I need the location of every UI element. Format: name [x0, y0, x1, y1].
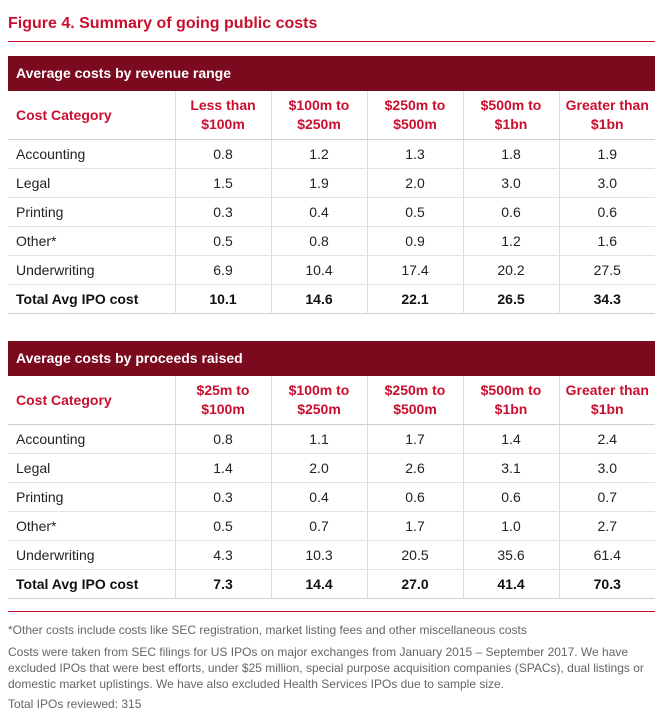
table-cell: 1.4: [463, 425, 559, 454]
section-title: Average costs by proceeds raised: [8, 341, 655, 376]
table-cell: 0.3: [175, 198, 271, 227]
row-label: Total Avg IPO cost: [8, 570, 175, 599]
table-cell: 3.1: [463, 454, 559, 483]
table-cell: 0.5: [175, 512, 271, 541]
column-header: Less than $100m: [175, 91, 271, 140]
total-row: [8, 285, 655, 314]
table-cell: 0.5: [175, 227, 271, 256]
table-cell: 0.9: [367, 227, 463, 256]
total-row: [8, 570, 655, 599]
table-cell: 0.8: [271, 227, 367, 256]
table-row: [8, 541, 655, 570]
table-cell: 41.4: [463, 570, 559, 599]
table-cell: 10.1: [175, 285, 271, 314]
table-cell: 0.3: [175, 483, 271, 512]
table-cell: 0.5: [367, 198, 463, 227]
table-cell: 1.6: [559, 227, 655, 256]
table-cell: 1.2: [463, 227, 559, 256]
row-label: Accounting: [8, 425, 175, 454]
row-label: Total Avg IPO cost: [8, 285, 175, 314]
other-costs-footnote: *Other costs include costs like SEC registration, market listing fees and other miscellaneous costs: [8, 623, 527, 637]
table-cell: 1.9: [271, 169, 367, 198]
table-cell: 0.7: [271, 512, 367, 541]
table-cell: 10.3: [271, 541, 367, 570]
table-cell: 3.0: [559, 454, 655, 483]
table-cell: 27.0: [367, 570, 463, 599]
column-header: $100m to $250m: [271, 91, 367, 140]
section-title: Average costs by revenue range: [8, 56, 655, 91]
column-header: Greater than $1bn: [559, 376, 655, 425]
table-cell: 1.2: [271, 140, 367, 169]
table-cell: 1.5: [175, 169, 271, 198]
table-cell: 4.3: [175, 541, 271, 570]
row-label: Printing: [8, 483, 175, 512]
row-label: Other*: [8, 512, 175, 541]
table-cell: 0.6: [463, 198, 559, 227]
table-row: [8, 483, 655, 512]
table-cell: 0.8: [175, 140, 271, 169]
table-cell: 1.7: [367, 425, 463, 454]
table-cell: 1.3: [367, 140, 463, 169]
table-cell: 1.0: [463, 512, 559, 541]
row-label: Legal: [8, 454, 175, 483]
table-row: [8, 425, 655, 454]
table-cell: 2.4: [559, 425, 655, 454]
revenue-range-section: [8, 56, 655, 314]
row-label: Underwriting: [8, 256, 175, 285]
table-cell: 2.7: [559, 512, 655, 541]
table-cell: 2.0: [367, 169, 463, 198]
column-header: $100m to $250m: [271, 376, 367, 425]
total-reviewed-note: Total IPOs reviewed: 315: [8, 697, 142, 711]
table-cell: 0.6: [559, 198, 655, 227]
table-cell: 2.0: [271, 454, 367, 483]
table-cell: 70.3: [559, 570, 655, 599]
table-cell: 61.4: [559, 541, 655, 570]
table-cell: 17.4: [367, 256, 463, 285]
proceeds-raised-section: [8, 341, 655, 599]
row-label: Other*: [8, 227, 175, 256]
column-header: $25m to $100m: [175, 376, 271, 425]
table-cell: 20.2: [463, 256, 559, 285]
table-cell: 0.4: [271, 483, 367, 512]
table-cell: 7.3: [175, 570, 271, 599]
column-header: $500m to $1bn: [463, 91, 559, 140]
revenue-range-table: [8, 91, 655, 314]
table-header-row: [8, 91, 655, 140]
table-header-row: [8, 376, 655, 425]
table-row: [8, 169, 655, 198]
table-cell: 35.6: [463, 541, 559, 570]
table-cell: 14.4: [271, 570, 367, 599]
table-row: [8, 198, 655, 227]
table-cell: 10.4: [271, 256, 367, 285]
footnote-divider: [8, 611, 655, 612]
column-header: Cost Category: [8, 91, 175, 140]
table-cell: 0.8: [175, 425, 271, 454]
column-header: Greater than $1bn: [559, 91, 655, 140]
row-label: Printing: [8, 198, 175, 227]
table-cell: 1.8: [463, 140, 559, 169]
figure-title: Figure 4. Summary of going public costs: [8, 15, 318, 32]
table-cell: 1.1: [271, 425, 367, 454]
table-cell: 0.4: [271, 198, 367, 227]
table-cell: 1.7: [367, 512, 463, 541]
table-cell: 26.5: [463, 285, 559, 314]
table-row: [8, 454, 655, 483]
table-cell: 1.9: [559, 140, 655, 169]
table-row: [8, 140, 655, 169]
table-cell: 0.6: [367, 483, 463, 512]
table-cell: 3.0: [559, 169, 655, 198]
table-cell: 20.5: [367, 541, 463, 570]
table-cell: 27.5: [559, 256, 655, 285]
row-label: Accounting: [8, 140, 175, 169]
table-cell: 22.1: [367, 285, 463, 314]
table-cell: 14.6: [271, 285, 367, 314]
table-row: [8, 512, 655, 541]
table-row: [8, 227, 655, 256]
proceeds-raised-table: [8, 376, 655, 599]
column-header: Cost Category: [8, 376, 175, 425]
title-divider: [8, 41, 655, 42]
table-cell: 2.6: [367, 454, 463, 483]
table-cell: 6.9: [175, 256, 271, 285]
table-cell: 0.6: [463, 483, 559, 512]
table-row: [8, 256, 655, 285]
row-label: Underwriting: [8, 541, 175, 570]
row-label: Legal: [8, 169, 175, 198]
column-header: $500m to $1bn: [463, 376, 559, 425]
methodology-note: Costs were taken from SEC filings for US IPOs on major exchanges from January 2015 – September 2017. We have excluded IPOs that were best efforts, under $25 million, special purpose acquisition companies (SPACs), dual listings or domestic market uplistings. We have also excluded Health Services IPOs due to sample size.: [8, 645, 644, 691]
column-header: $250m to $500m: [367, 376, 463, 425]
table-cell: 1.4: [175, 454, 271, 483]
column-header: $250m to $500m: [367, 91, 463, 140]
table-cell: 34.3: [559, 285, 655, 314]
table-cell: 3.0: [463, 169, 559, 198]
table-cell: 0.7: [559, 483, 655, 512]
